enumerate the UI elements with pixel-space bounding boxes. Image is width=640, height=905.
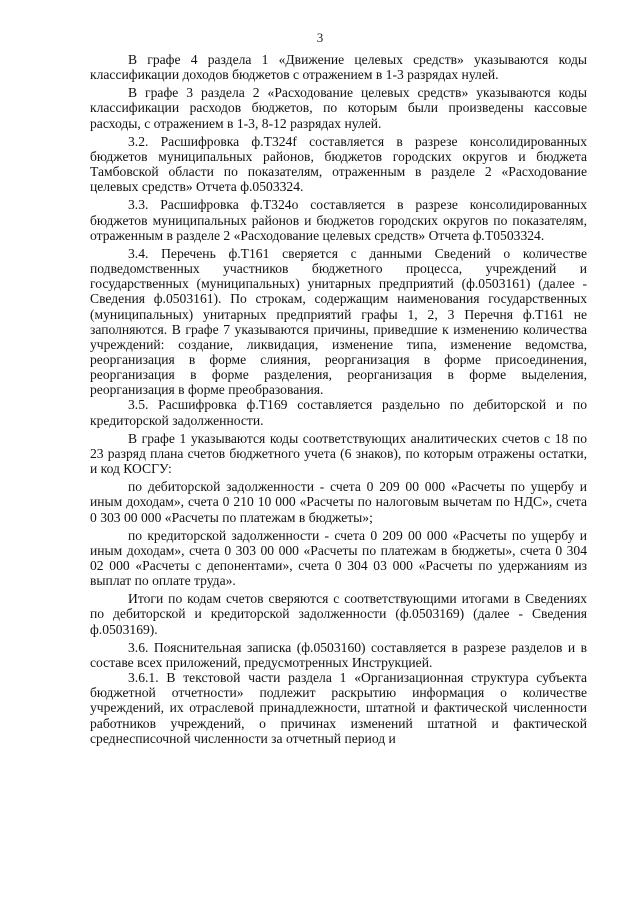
paragraph: 3.6. Пояснительная записка (ф.0503160) составляется в разрезе разделов и в составе всех приложений, предусмотренных Инструкцией. <box>90 639 587 670</box>
paragraph: по кредиторской задолженности - счета 0 209 00 000 «Расчеты по ущербу и иным доходам», счета 0 303 00 000 «Расчеты по платежам в бюджеты», счета 0 304 02 000 «Расчеты с депонентами», счета 0 304 03 000 «Расчеты по удержаниям из выплат по оплате труда». <box>90 527 587 589</box>
page-number: 3 <box>316 30 324 45</box>
paragraph: В графе 4 раздела 1 «Движение целевых средств» указываются коды классификации доходов бюджетов с отражением в 1-3 разрядах нулей. <box>90 52 587 83</box>
paragraph: 3.3. Расшифровка ф.Т324о составляется в разрезе консолидированных бюджетов муниципальных районов и бюджетов городских округов по показателям, отраженным в разделе 2 «Расходование целевых средств» Отчета ф.Т0503324. <box>90 197 587 243</box>
paragraph: 3.5. Расшифровка ф.Т169 составляется раздельно по дебиторской и по кредиторской задолженности. <box>90 397 587 428</box>
document-body <box>90 52 587 746</box>
paragraph: Итоги по кодам счетов сверяются с соответствующими итогами в Сведениях по дебиторской и кредиторской задолженности (ф.0503169) (далее - Сведения ф.0503169). <box>90 591 587 637</box>
paragraph: 3.4. Перечень ф.Т161 сверяется с данными Сведений о количестве подведомственных участников бюджетного процесса, учреждений и государственных (муниципальных) унитарных предприятий (ф.0503161) (далее - Сведения ф.0503161). По строкам, содержащим наименования государственных (муниципальных) унитарных предприятий графы 1, 2, 3 Перечня ф.Т161 не заполняются. В графе 7 указываются причины, приведшие к изменению количества учреждений: создание, ликвидация, изменение типа, изменение ведомства, реорганизация в форме слияния, реорганизация в форме присоединения, реорганизация в форме разделения, реорганизация в форме выделения, реорганизация в форме преобразования. <box>90 245 587 398</box>
paragraph: В графе 3 раздела 2 «Расходование целевых средств» указываются коды классификации расходов бюджетов, по которым были произведены кассовые расходы, с отражением в 1-3, 8-12 разрядах нулей. <box>90 85 587 131</box>
paragraph: по дебиторской задолженности - счета 0 209 00 000 «Расчеты по ущербу и иным доходам», счета 0 210 10 000 «Расчеты по налоговым вычетам по НДС», счета 0 303 00 000 «Расчеты по платежам в бюджеты»; <box>90 479 587 525</box>
paragraph: 3.6.1. В текстовой части раздела 1 «Организационная структура субъекта бюджетной отчетности» подлежит раскрытию информация о количестве учреждений, их отраслевой принадлежности, штатной и фактической численности работников учреждений, о причинах изменений штатной и фактической среднесписочной численности за отчетный период и <box>90 670 587 746</box>
paragraph: 3.2. Расшифровка ф.Т324f составляется в разрезе консолидированных бюджетов муниципальных районов, бюджетов городских округов и бюджета Тамбовской области по показателям, отраженным в разделе 2 «Расходование целевых средств» Отчета ф.0503324. <box>90 133 587 195</box>
paragraph: В графе 1 указываются коды соответствующих аналитических счетов с 18 по 23 разряд плана счетов бюджетного учета (6 знаков), по которым отражены остатки, и код КОСГУ: <box>90 430 587 477</box>
